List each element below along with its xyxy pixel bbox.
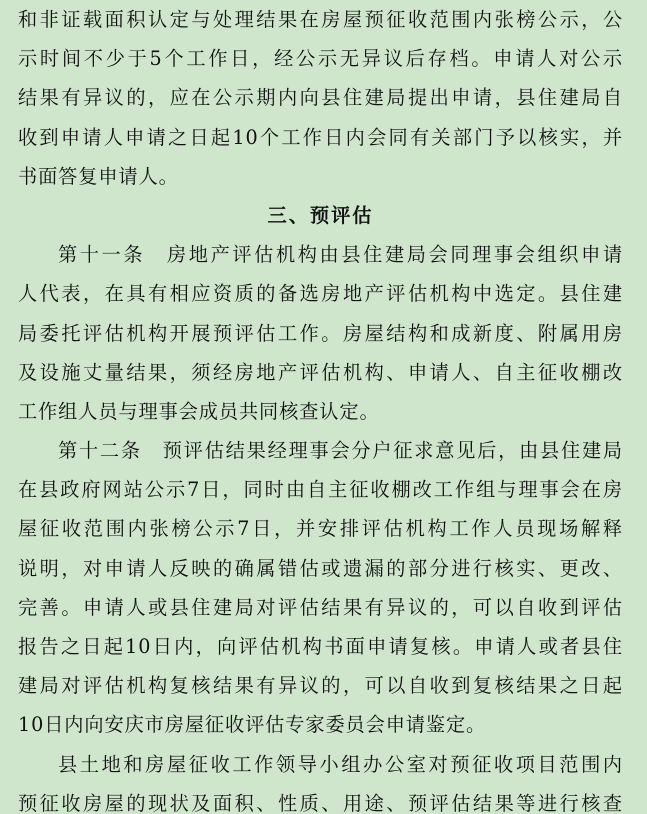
text-line-15: 说明，对申请人反映的确属错估或遗漏的部分进行核实、更改、 [18, 556, 623, 580]
text-line-9: 局委托评估机构开展预评估工作。房屋结构和成新度、附属用房 [18, 321, 623, 345]
text-line-2: 示时间不少于5个工作日，经公示无异议后存档。申请人对公示 [18, 47, 623, 71]
text-line-17: 报告之日起10日内，向评估机构书面申请复核。申请人或者县住 [18, 635, 623, 658]
text-line-12: 第十二条 预评估结果经理事会分户征求意见后，由县住建局 [58, 439, 623, 463]
text-line-4: 收到申请人申请之日起10个工作日内会同有关部门予以核实，并 [18, 125, 623, 149]
text-line-21: 预征收房屋的现状及面积、性质、用途、预评估结果等进行核查 [18, 791, 623, 814]
text-line-20: 县土地和房屋征收工作领导小组办公室对预征收项目范围内 [58, 752, 623, 776]
section-heading: 三、预评估 [267, 203, 374, 227]
text-line-14: 屋征收范围内张榜公示7日，并安排评估机构工作人员现场解释 [18, 517, 623, 541]
text-line-11: 工作组人员与理事会成员共同核查认定。 [18, 399, 380, 423]
text-line-16: 完善。申请人或县住建局对评估结果有异议的，可以自收到评估 [18, 595, 623, 619]
text-line-7: 第十一条 房地产评估机构由县住建局会同理事会组织申请 [58, 243, 623, 267]
text-line-18: 建局对评估机构复核结果有异议的，可以自收到复核结果之日起 [18, 674, 623, 698]
text-line-8: 人代表，在具有相应资质的备选房地产评估机构中选定。县住建 [18, 282, 623, 306]
text-line-10: 及设施丈量结果，须经房地产评估机构、申请人、自主征收棚改 [18, 360, 623, 384]
text-line-19: 10日内向安庆市房屋征收评估专家委员会申请鉴定。 [18, 713, 487, 737]
text-line-13: 在县政府网站公示7日，同时由自主征收棚改工作组与理事会在房 [18, 478, 623, 502]
text-line-3: 结果有异议的，应在公示期内向县住建局提出申请，县住建局自 [18, 86, 623, 110]
text-line-5: 书面答复申请人。 [18, 164, 179, 188]
text-line-1: 和非证载面积认定与处理结果在房屋预征收范围内张榜公示，公 [18, 8, 623, 31]
